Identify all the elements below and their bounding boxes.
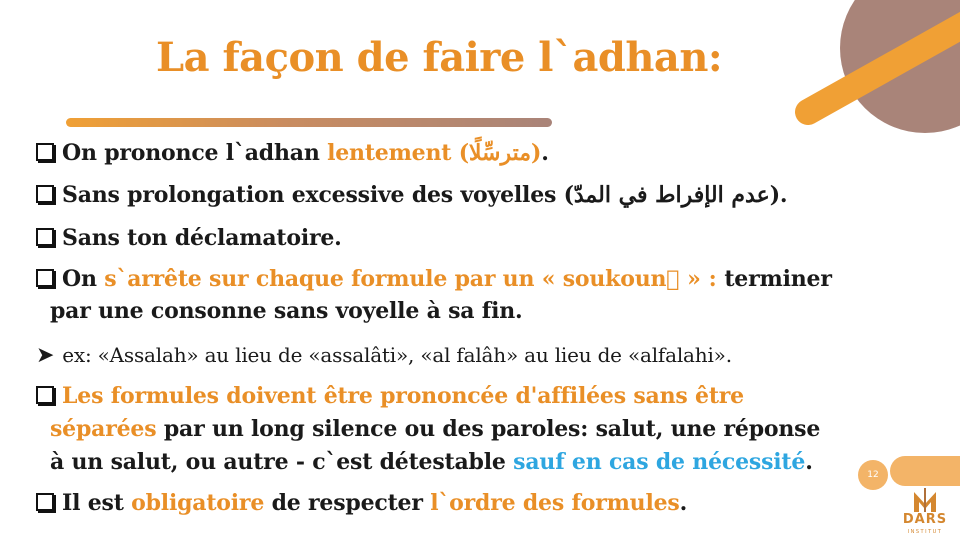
checkbox-icon [36,185,54,203]
checkbox-icon [36,493,54,511]
checkbox-icon [36,228,54,246]
bullet-2: Sans prolongation excessive des voyelles (عدم الإفراط في المدّ). [36,182,787,208]
slide-title: La façon de faire l`adhan: [156,34,723,81]
bullet-4-continuation: par une consonne sans voyelle à sa fin. [50,298,523,324]
checkbox-icon [36,269,54,287]
logo-word: DARS [902,512,948,527]
logo-subtitle: INSTITUT [907,529,943,535]
bullet-5: ➤ ex: «Assalah» au lieu de «assalâti», «al falâh» au lieu de «alfalahi». [36,343,732,368]
page-number: 12 [858,460,888,490]
bullet-6-continuation-2: à un salut, ou autre - c`est détestable sauf en cas de nécessité. [50,449,813,475]
logo-mark-icon [896,488,954,514]
bullet-7: Il est obligatoire de respecter l`ordre des formules. [36,490,687,516]
bullet-3: Sans ton déclamatoire. [36,225,342,251]
title-underline [66,118,552,127]
dars-logo [896,488,954,538]
checkbox-icon [36,143,54,161]
arrow-icon: ➤ [36,343,55,368]
bullet-6-continuation: séparées par un long silence ou des paroles: salut, une réponse [50,416,821,442]
bottom-orange-bar [890,456,960,486]
bullet-4: On s`arrête sur chaque formule par un « soukoun » : terminer [36,266,832,292]
checkbox-icon [36,386,54,404]
bullet-1: On prononce l`adhan lentement (مترسِّلًا). [36,140,549,166]
bullet-6: Les formules doivent être prononcée d'affilées sans être [36,383,744,409]
